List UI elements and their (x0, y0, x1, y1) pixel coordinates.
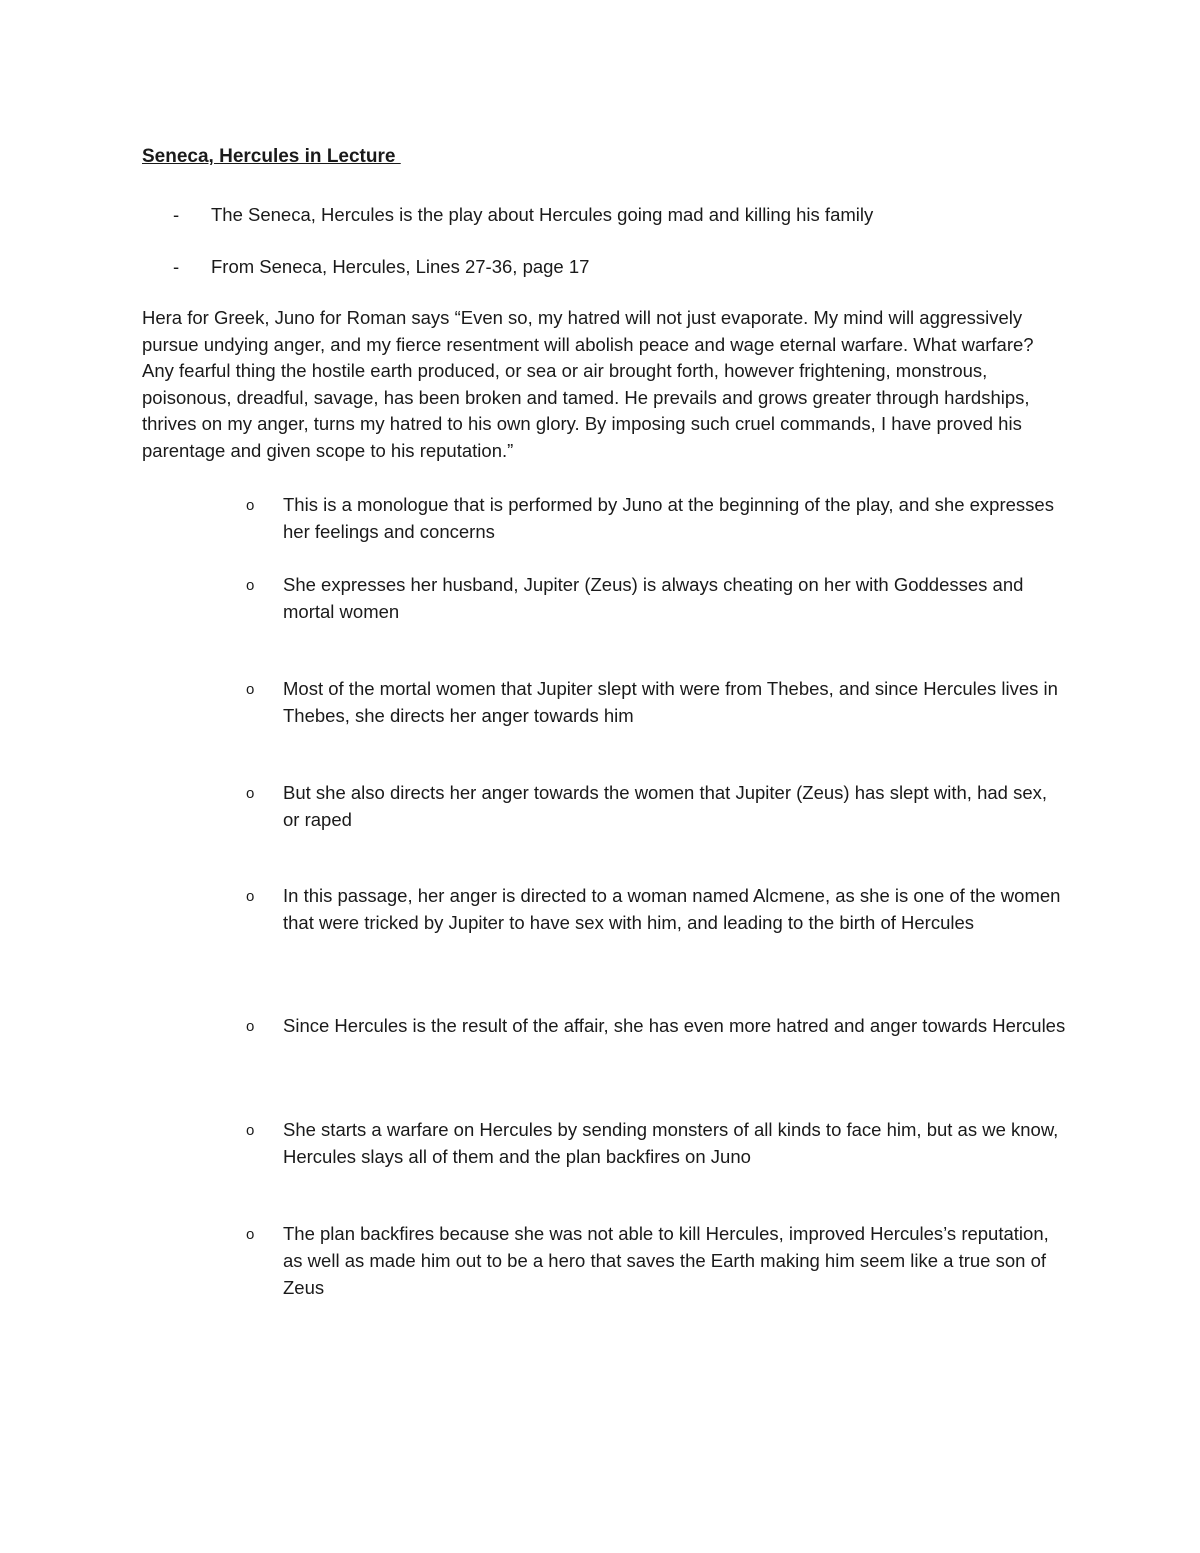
dash-item-text: The Seneca, Hercules is the play about Hercules going mad and killing his family (211, 204, 874, 225)
bullet-item-text: This is a monologue that is performed by Juno at the beginning of the play, and she expresses her feelings and concerns (283, 494, 1054, 542)
dash-marker: - (173, 204, 180, 225)
bullet-list-item (246, 1116, 1066, 1170)
bullet-marker: o (246, 1018, 255, 1035)
bullet-item-text: She expresses her husband, Jupiter (Zeus) is always cheating on her with Goddesses and mortal women (283, 574, 1024, 622)
bullet-marker: o (246, 577, 255, 594)
bullet-list-item (246, 491, 1066, 545)
bullet-list-item (246, 571, 1066, 625)
bullet-list-item (246, 882, 1066, 936)
quote-paragraph: Hera for Greek, Juno for Roman says “Even so, my hatred will not just evaporate. My mind will aggressively pursue undying anger, and my fierce resentment will abolish peace and wage eternal warfare. What warfare? Any fearful thing the hostile earth produced, or sea or air brought forth, however frightening, monstrous, poisonous, dreadful, savage, has been broken and tamed. He prevails and grows greater through hardships, thrives on my anger, turns my hatred to his own glory. By imposing such cruel commands, I have proved his parentage and given scope to his reputation.” (142, 307, 1034, 461)
bullet-list-item (246, 779, 1066, 833)
bullet-item-text: She starts a warfare on Hercules by sending monsters of all kinds to face him, but as we know, Hercules slays all of them and the plan backfires on Juno (283, 1119, 1059, 1167)
dash-list-item (173, 253, 1073, 280)
bullet-list-item (246, 1220, 1066, 1301)
bullet-marker: o (246, 785, 255, 802)
bullet-marker: o (246, 888, 255, 905)
bullet-item-text: Since Hercules is the result of the affair, she has even more hatred and anger towards Hercules (283, 1015, 1066, 1036)
dash-list-item (173, 201, 1073, 228)
bullet-marker: o (246, 497, 255, 514)
document-title: Seneca, Hercules in Lecture (142, 146, 401, 167)
bullet-list-item (246, 675, 1066, 729)
bullet-list-item (246, 1012, 1066, 1040)
bullet-marker: o (246, 681, 255, 698)
dash-item-text: From Seneca, Hercules, Lines 27-36, page 17 (211, 256, 590, 277)
bullet-marker: o (246, 1226, 255, 1243)
bullet-item-text: In this passage, her anger is directed to a woman named Alcmene, as she is one of the women that were tricked by Jupiter to have sex with him, and leading to the birth of Hercules (283, 885, 1061, 933)
bullet-item-text: The plan backfires because she was not able to kill Hercules, improved Hercules’s reputation, as well as made him out to be a hero that saves the Earth making him seem like a true son of Zeus (283, 1223, 1049, 1298)
bullet-item-text: But she also directs her anger towards the women that Jupiter (Zeus) has slept with, had sex, or raped (283, 782, 1048, 830)
bullet-item-text: Most of the mortal women that Jupiter slept with were from Thebes, and since Hercules lives in Thebes, she directs her anger towards him (283, 678, 1058, 726)
bullet-marker: o (246, 1122, 255, 1139)
dash-marker: - (173, 256, 180, 277)
